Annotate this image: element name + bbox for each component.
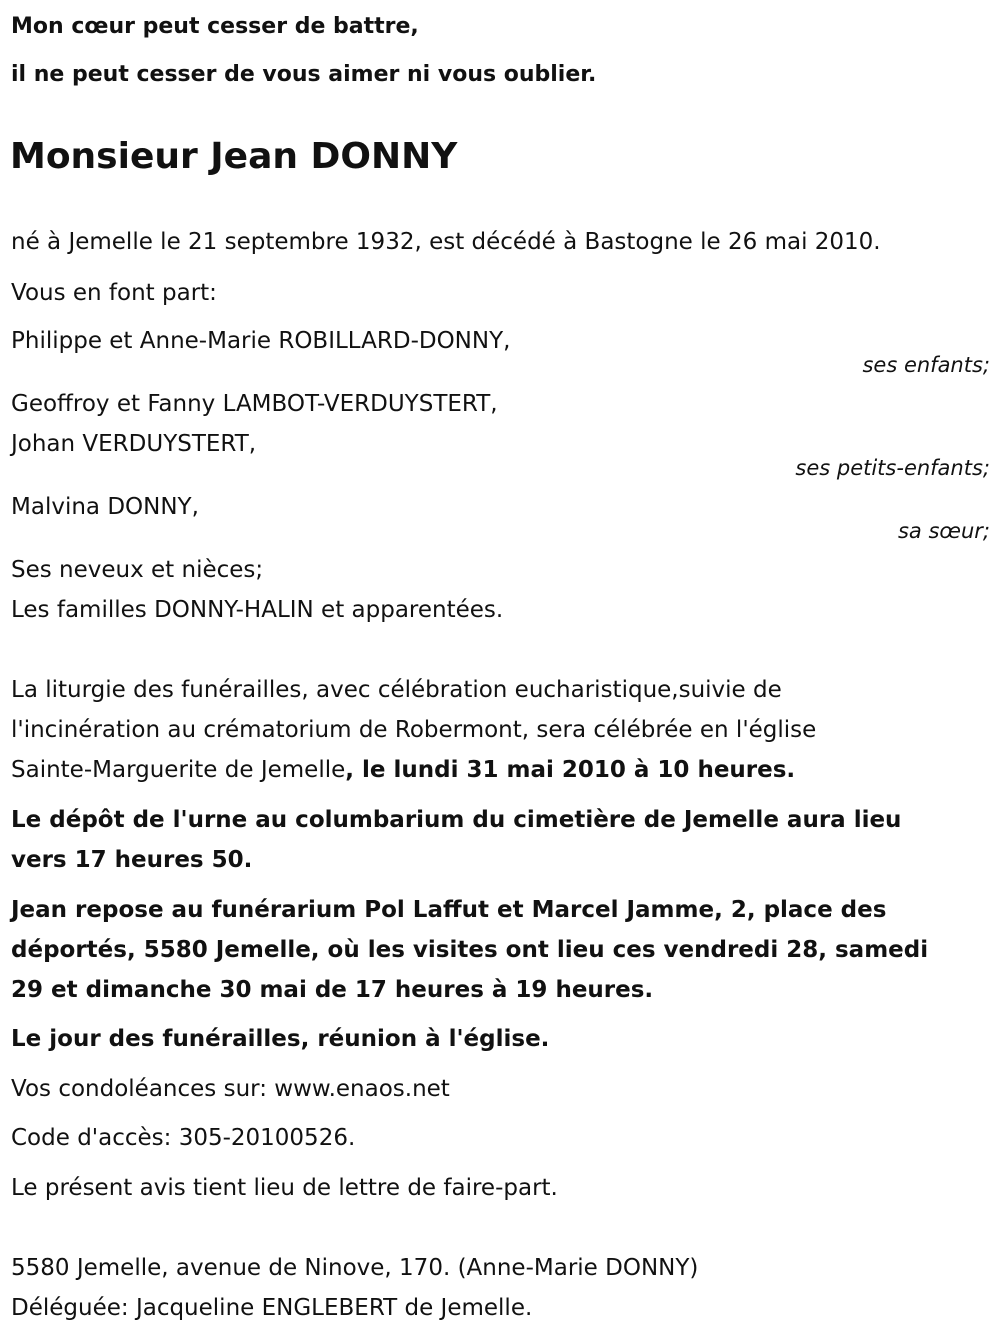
liturgy-line-3	[11, 755, 795, 785]
repose-line-1: Jean repose au funérarium Pol Laffut et Marcel Jamme, 2, place des	[11, 897, 887, 923]
repose-line-2: déportés, 5580 Jemelle, où les visites ont lieu ces vendredi 28, samedi	[11, 937, 929, 963]
epigraph-line-1: Mon cœur peut cesser de battre,	[11, 14, 419, 39]
children-relation: ses enfants;	[862, 353, 990, 377]
condolences-line: Vos condoléances sur: www.enaos.net	[11, 1076, 450, 1102]
birth-death-line: né à Jemelle le 21 septembre 1932, est décédé à Bastogne le 26 mai 2010.	[11, 229, 881, 255]
repose-line-3: 29 et dimanche 30 mai de 17 heures à 19 heures.	[11, 977, 654, 1003]
notice-line: Le présent avis tient lieu de lettre de faire-part.	[11, 1175, 558, 1201]
urn-line-2: vers 17 heures 50.	[11, 847, 253, 873]
access-code-line: Code d'accès: 305-20100526.	[11, 1125, 356, 1151]
delegate-line: Déléguée: Jacqueline ENGLEBERT de Jemelle.	[11, 1295, 533, 1321]
sister-name: Malvina DONNY,	[11, 494, 199, 520]
liturgy-line-2: l'incinération au crématorium de Robermont, sera célébrée en l'église	[11, 717, 817, 743]
sister-relation: sa sœur;	[897, 519, 990, 543]
nephews-line: Ses neveux et nièces;	[11, 557, 264, 583]
grandchildren-relation: ses petits-enfants;	[795, 456, 990, 480]
liturgy-date: , le lundi 31 mai 2010 à 10 heures.	[345, 757, 796, 783]
deceased-name: Monsieur Jean DONNY	[10, 136, 458, 177]
urn-line-1: Le dépôt de l'urne au columbarium du cimetière de Jemelle aura lieu	[11, 807, 902, 833]
address-line: 5580 Jemelle, avenue de Ninove, 170. (Anne-Marie DONNY)	[11, 1255, 699, 1281]
meeting-line: Le jour des funérailles, réunion à l'église.	[11, 1026, 550, 1052]
grandchildren-name-2: Johan VERDUYSTERT,	[11, 431, 257, 457]
announce-line: Vous en font part:	[11, 280, 217, 306]
children-names: Philippe et Anne-Marie ROBILLARD-DONNY,	[11, 328, 511, 354]
liturgy-church: Sainte-Marguerite de Jemelle	[11, 757, 346, 783]
families-line: Les familles DONNY-HALIN et apparentées.	[11, 597, 504, 623]
epigraph-line-2: il ne peut cesser de vous aimer ni vous oublier.	[11, 62, 597, 87]
liturgy-line-1: La liturgie des funérailles, avec célébration eucharistique,suivie de	[11, 677, 782, 703]
grandchildren-name-1: Geoffroy et Fanny LAMBOT-VERDUYSTERT,	[11, 391, 498, 417]
